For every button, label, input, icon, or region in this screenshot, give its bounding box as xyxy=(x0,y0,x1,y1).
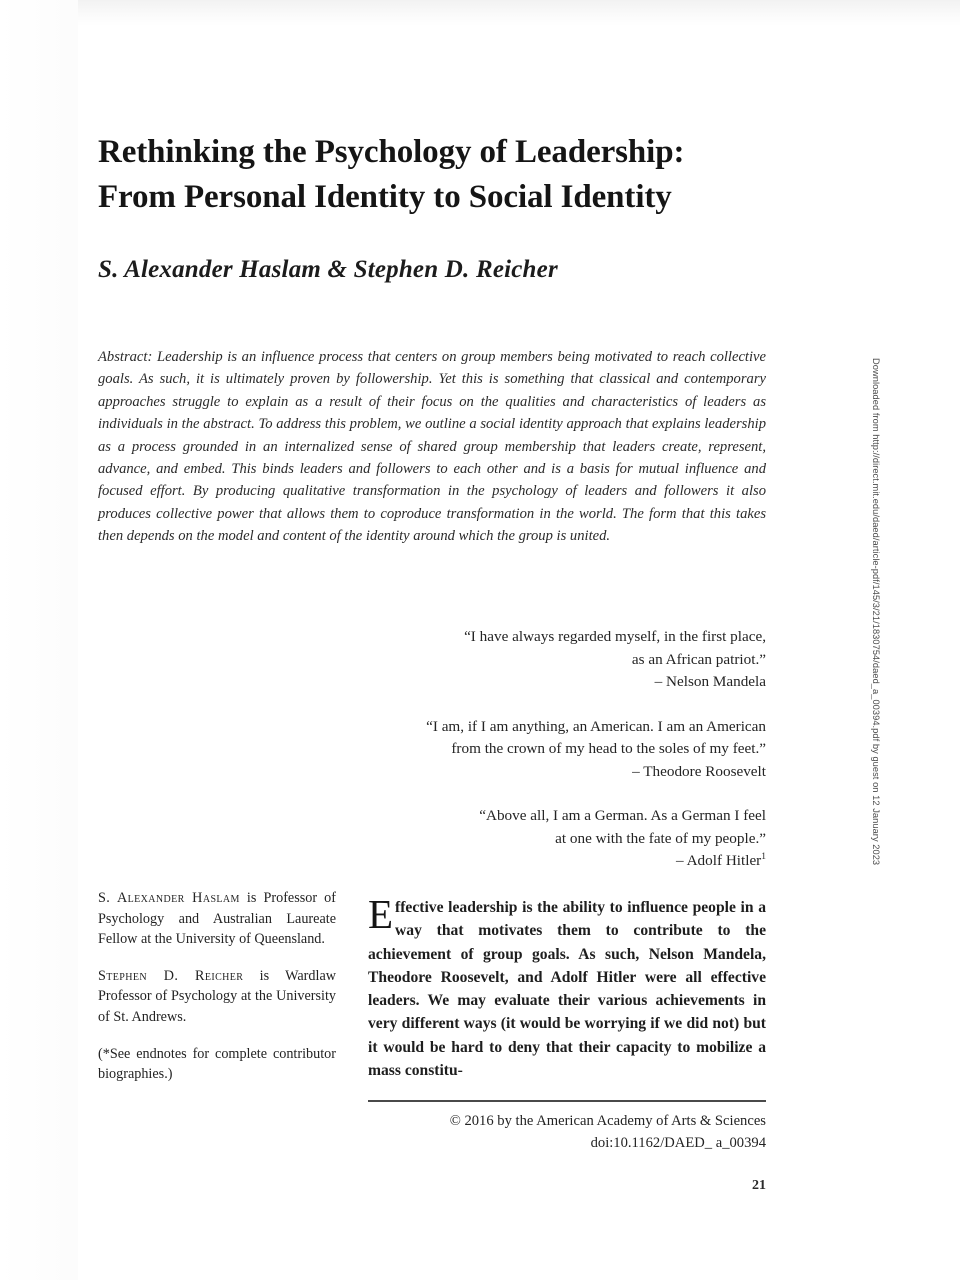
epigraph-quotes xyxy=(368,626,766,873)
footnote-marker: 1 xyxy=(761,851,766,862)
quote-line: from the crown of my head to the soles of my feet.” xyxy=(451,740,766,757)
download-source-banner: Downloaded from http://direct.mit.edu/daed/article-pdf/145/3/21/1830754/daed_a_00394.pdf by guest on 12 January 2023 xyxy=(871,358,881,866)
title-line-2: From Personal Identity to Social Identity xyxy=(98,179,672,216)
quote-block xyxy=(368,805,766,873)
doi-line: doi:10.1162/DAED_ a_00394 xyxy=(590,1135,766,1151)
quote-line: “I am, if I am anything, an American. I am an American xyxy=(426,717,766,735)
quote-attribution-text: – Theodore Roosevelt xyxy=(632,762,766,780)
bio-author-text: is Wardlaw Professor of Psychology at the University of St. Andrews. xyxy=(98,967,336,1025)
title-line-1: Rethinking the Psychology of Leadership: xyxy=(98,134,685,171)
bio-author-name: S. Alexander Haslam xyxy=(98,890,240,906)
bio-endnote-note: (*See endnotes for complete contributor biographies.) xyxy=(98,1045,336,1083)
quote-attribution-text: – Nelson Mandela xyxy=(654,673,766,690)
quote-attribution xyxy=(368,761,766,784)
author-byline: S. Alexander Haslam & Stephen D. Reicher xyxy=(98,256,558,283)
body-paragraph-text: ffective leadership is the ability to influence people in a way that motivates them to contribute to the achievement of group goals. As such, Nelson Mandela, Theodore Roosevelt, and Adolf Hitler were all effective leaders. We may evaluate their various achievements in very different ways (it would be worrying if we did not) but it would be hard to deny that their capacity to mobilize a mass constitu- xyxy=(368,899,766,1080)
copyright-block xyxy=(368,1110,766,1154)
abstract-text: Abstract: Leadership is an influence process that centers on group members being motivated to reach collective goals. As such, it is ultimately proven by followership. Yet this is something that classical and contemporary approaches struggle to explain as a result of their focus on the qualities and characteristics of leaders as individuals in the abstract. To address this problem, we outline a social identity approach that explains leadership as a process grounded in an internalized sense of shared group membership that leaders create, represent, advance, and embed. This binds leaders and followers to each other and is a basis for mutual influence and focused effort. By producing qualitative transformation in the psychology of leaders and followers it also produces collective power that allows them to coproduce transformation in the world. The form that this takes then depends on the model and content of the identity around which the group is united. xyxy=(98,349,766,545)
contributor-bios xyxy=(98,888,336,1085)
quote-block xyxy=(368,626,766,694)
bio-author-name: Stephen D. Reicher xyxy=(98,967,244,984)
page-number: 21 xyxy=(752,1178,766,1193)
quote-line: “Above all, I am a German. As a German I feel xyxy=(479,807,766,824)
body-column xyxy=(368,891,766,1082)
quote-attribution xyxy=(368,850,766,873)
bio-author-text: is Professor of Psychology and Australian Laureate Fellow at the University of Queensland. xyxy=(98,890,336,948)
body-first-paragraph xyxy=(368,891,766,1082)
quote-attribution-text: – Adolf Hitler xyxy=(676,852,762,869)
footer-divider xyxy=(368,1100,766,1102)
quote-block xyxy=(368,716,766,784)
quote-attribution xyxy=(368,671,766,694)
copyright-line: © 2016 by the American Academy of Arts & Sciences xyxy=(449,1113,766,1129)
quote-line: “I have always regarded myself, in the first place, xyxy=(464,628,766,645)
quote-line: at one with the fate of my people.” xyxy=(555,829,766,847)
bio-paragraph xyxy=(98,966,336,1028)
bio-paragraph xyxy=(98,888,336,950)
drop-cap: E xyxy=(368,891,394,937)
quote-line: as an African patriot.” xyxy=(631,650,766,668)
page-title xyxy=(98,130,798,220)
